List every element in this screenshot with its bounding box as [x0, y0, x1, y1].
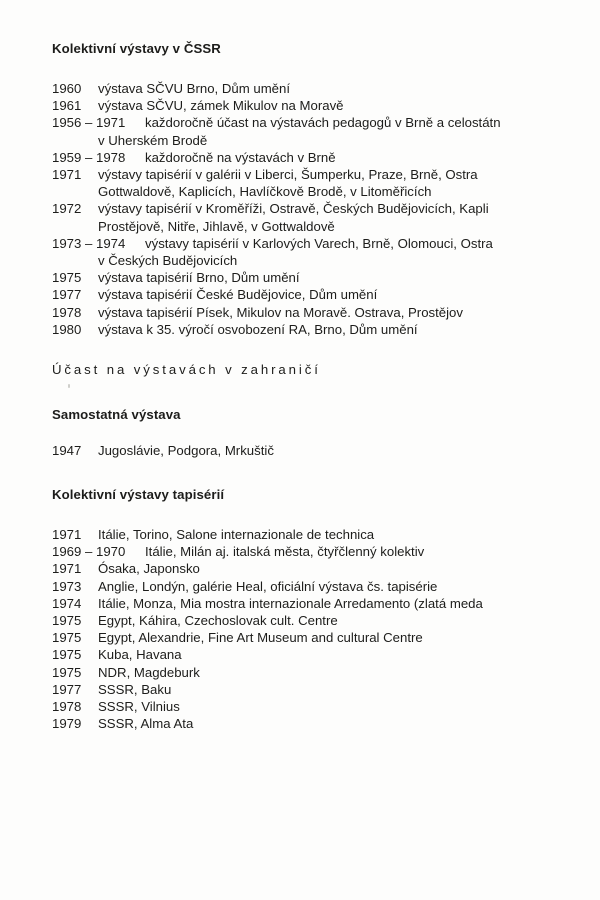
entry-text: NDR, Magdeburk: [98, 664, 200, 680]
section-kolektivni-vystavy-tapiserii: [52, 487, 600, 503]
entry-text: výstava tapisérií Brno, Dům umění: [98, 270, 300, 286]
entry-year: 1975: [52, 270, 82, 286]
entry-text: každoročně na výstavách v Brně: [145, 149, 336, 165]
entry-year: 1975: [52, 664, 82, 680]
entry-year: 1969 – 1970: [52, 544, 126, 560]
entry-text: výstavy tapisérií v Karlových Varech, Brně, Olomouci, Ostra: [145, 235, 493, 251]
section-samostatna-vystava: [52, 407, 600, 423]
list-item: [52, 200, 600, 217]
entry-year: 1972: [52, 201, 82, 217]
section-heading: Kolektivní výstavy tapisérií: [52, 487, 225, 502]
entry-text: Ósaka, Japonsko: [98, 561, 200, 577]
entry-text: výstava tapisérií Písek, Mikulov na Moravě. Ostrava, Prostějov: [98, 304, 463, 320]
section-heading: Účast na výstavách v zahraničí: [52, 362, 321, 377]
list-item: [52, 80, 600, 97]
entry-text: Itálie, Milán aj. italská města, čtyřčlenný kolektiv: [145, 544, 425, 560]
entry-text: výstavy tapisérií v galérii v Liberci, Šumperku, Praze, Brně, Ostra: [98, 167, 478, 183]
entry-year: 1977: [52, 287, 82, 303]
entry-year: 1973 – 1974: [52, 235, 126, 251]
list-item: [52, 715, 600, 732]
entry-year: 1978: [52, 304, 82, 320]
entry-text: Jugoslávie, Podgora, Mrkuštič: [98, 443, 274, 458]
entry-list: [52, 442, 600, 459]
list-item: [52, 235, 600, 252]
list-item: [52, 646, 600, 663]
section-heading: Kolektivní výstavy v ČSSR: [52, 41, 221, 56]
list-item: [52, 612, 600, 629]
entry-list-kolektivni-vystavy-cssr: [52, 80, 600, 338]
entry-text: Itálie, Monza, Mia mostra internazionale Arredamento (zlatá meda: [98, 595, 483, 611]
entry-year: 1956 – 1971: [52, 115, 126, 131]
entry-list: [52, 80, 600, 338]
entry-list: [52, 526, 600, 732]
entry-year: 1974: [52, 595, 82, 611]
entry-continuation: Gottwaldově, Kaplicích, Havlíčkově Brodě, v Litoměřicích: [98, 184, 432, 200]
entry-continuation: Prostějově, Nitře, Jihlavě, v Gottwaldově: [98, 218, 335, 234]
entry-text: Kuba, Havana: [98, 647, 182, 663]
entry-text: Itálie, Torino, Salone internazionale de technica: [98, 527, 375, 542]
entry-list-kolektivni-vystavy-tapiserii: [52, 526, 600, 732]
entry-continuation: v Uherském Brodě: [98, 132, 208, 148]
entry-text: výstavy tapisérií v Kroměříži, Ostravě, Českých Budějovicích, Kapli: [98, 201, 489, 217]
list-item: [52, 629, 600, 646]
entry-text: výstava tapisérií České Budějovice, Dům umění: [98, 287, 378, 303]
entry-year: 1971: [52, 167, 82, 183]
entry-year: 1975: [52, 630, 82, 646]
list-item: [52, 166, 600, 183]
entry-year: 1975: [52, 613, 82, 629]
entry-year: 1959 – 1978: [52, 149, 126, 165]
entry-text: SSSR, Baku: [98, 681, 172, 697]
list-item: [52, 526, 600, 543]
list-item: [52, 97, 600, 114]
entry-year: 1979: [52, 716, 82, 732]
list-item: [52, 664, 600, 681]
list-item: [52, 698, 600, 715]
entry-list-samostatna-vystava: [52, 442, 600, 459]
list-item: [52, 286, 600, 303]
entry-year: 1960: [52, 81, 82, 96]
entry-text: výstava k 35. výročí osvobození RA, Brno, Dům umění: [98, 321, 418, 337]
entry-year: 1973: [52, 578, 82, 594]
entry-text: SSSR, Vilnius: [98, 699, 180, 715]
entry-year: 1980: [52, 321, 82, 337]
entry-continuation: v Českých Budějovicích: [98, 253, 238, 269]
print-speck: [68, 384, 70, 388]
list-item: [52, 304, 600, 321]
entry-text: SSSR, Alma Ata: [98, 716, 194, 732]
list-item: [52, 149, 600, 166]
list-item: [52, 114, 600, 131]
entry-year: 1975: [52, 647, 82, 663]
list-item: [52, 560, 600, 577]
list-item: [52, 321, 600, 338]
entry-year: 1947: [52, 443, 82, 458]
entry-text: Anglie, Londýn, galérie Heal, oficiální výstava čs. tapisérie: [98, 578, 438, 594]
entry-text: každoročně účast na výstavách pedagogů v Brně a celostátn: [145, 115, 501, 131]
entry-year: 1978: [52, 699, 82, 715]
section-ucast-v-zahranici: [52, 362, 600, 378]
entry-text: výstava SČVU Brno, Dům umění: [98, 81, 291, 96]
entry-year: 1977: [52, 681, 82, 697]
list-item: [52, 681, 600, 698]
entry-text: výstava SČVU, zámek Mikulov na Moravě: [98, 98, 344, 114]
list-item: [52, 578, 600, 595]
entry-year: 1971: [52, 527, 82, 542]
entry-year: 1961: [52, 98, 82, 114]
entry-text: Egypt, Káhira, Czechoslovak cult. Centre: [98, 613, 338, 629]
list-item: [52, 442, 600, 459]
entry-text: Egypt, Alexandrie, Fine Art Museum and cultural Centre: [98, 630, 423, 646]
list-item: [52, 269, 600, 286]
list-item: [52, 595, 600, 612]
section-heading: Samostatná výstava: [52, 407, 181, 422]
section-kolektivni-vystavy-cssr: [52, 41, 600, 57]
list-item: [52, 543, 600, 560]
entry-year: 1971: [52, 561, 82, 577]
